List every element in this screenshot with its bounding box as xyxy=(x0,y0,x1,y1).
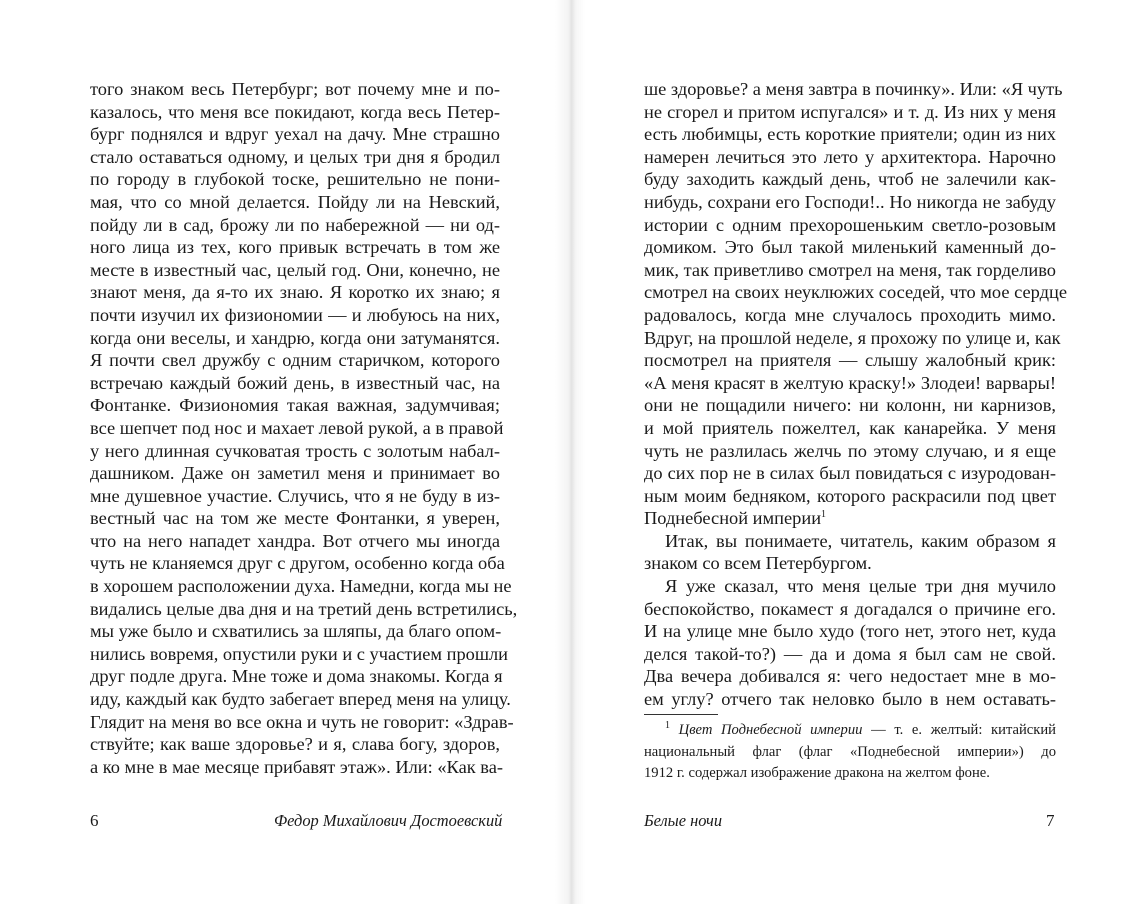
text-line: смотрел на своих неуклюжих соседей, что мое сердце xyxy=(644,282,1067,303)
text-line: и мой приятель пожелтел, как канарейка. У меня xyxy=(644,417,1056,438)
text-line: а ко мне в мае месяце прибавят этаж». Или: «Как ва- xyxy=(90,756,503,777)
footnote-line1-rest: — т. е. желтый: китайский xyxy=(862,722,1056,738)
text-line: встречаю каждый божий день, в известный час, на xyxy=(90,372,500,393)
left-page-body xyxy=(90,78,518,778)
text-line: стало оставаться одному, и целых три дня я бродил xyxy=(90,146,500,167)
footnote-ref-mark[interactable]: 1 xyxy=(821,509,827,521)
text-line: чуть не разлилась желчь по этому случаю, и я еще xyxy=(644,440,1056,461)
text-line: в хорошем расположении духа. Намедни, когда мы не xyxy=(90,576,512,597)
book-gutter xyxy=(555,0,585,904)
text-line: мая, что со мной делается. Пойду ли на Невский, xyxy=(90,191,500,212)
text-line: есть любимцы, есть короткие приятели; один из них xyxy=(644,124,1056,145)
footnote-line xyxy=(644,720,1056,742)
text-line: истории с одним прехорошеньким светло-розовым xyxy=(644,214,1056,235)
text-line: ем углу? отчего так неловко было в нем оставать- xyxy=(644,689,1056,710)
footnote-mark: 1 xyxy=(665,720,670,732)
text-line: Вдруг, на прошлой неделе, я прохожу по улице и, как xyxy=(644,327,1061,348)
left-page-number: 6 xyxy=(90,811,99,830)
text-line: «А меня красят в желтую краску!» Злодеи! варвары! xyxy=(644,372,1056,393)
text-line: радовалось, когда мне случалось проходить мимо. xyxy=(644,304,1056,325)
text-line: Два вечера добивался я: чего недостает мне в мо- xyxy=(644,666,1056,687)
text-line: по городу в глубокой тоске, решительно не пони- xyxy=(90,169,500,190)
right-page-body xyxy=(644,78,1067,781)
text-line: мик, так приветливо смотрел на меня, так горделиво xyxy=(644,259,1056,280)
text-line: видались целые два дня и на третий день встретились, xyxy=(90,598,518,619)
text-line: ного лица из тех, кого привык встречать в том же xyxy=(90,237,500,258)
text-line: Глядит на меня во все окна и чуть не говорит: «Здрав- xyxy=(90,711,514,732)
footnote-line: национальный флаг (флаг «Поднебесной империи») до xyxy=(644,743,1056,760)
footnote-line: 1912 г. содержал изображение дракона на желтом фоне. xyxy=(644,765,990,781)
right-page-text xyxy=(644,78,1067,711)
text-line: Фонтанке. Физиономия такая важная, задумчивая; xyxy=(90,395,500,416)
text-line: вестный час на том же месте Фонтанки, я уверен, xyxy=(90,508,500,529)
text-line: пойду ли в сад, брожу ли по набережной — ни од- xyxy=(90,214,500,235)
right-page-number: 7 xyxy=(1046,811,1055,830)
text-line: почти изучил их физиономии — и любуюсь на них, xyxy=(90,304,500,325)
text-line: беспокойство, покамест я догадался о причине его. xyxy=(644,598,1056,619)
text-line: не сгорел и притом испугался» и т. д. Из них у меня xyxy=(644,101,1056,122)
text-line: когда они веселы, и хандрю, когда они затуманятся. xyxy=(90,327,500,348)
text-line: домиком. Это был такой миленький каменный до- xyxy=(644,237,1056,258)
text-line: дашником. Даже он заметил меня и принимает во xyxy=(90,463,500,484)
text-line xyxy=(644,507,1056,530)
text-line: нибудь, сохрани его Господи!.. Но никогда не забуду xyxy=(644,191,1056,212)
footnote-term: Цвет Поднебесной империи xyxy=(678,722,863,738)
text-line: Я почти свел дружбу с одним старичком, которого xyxy=(90,350,500,371)
text-line: мы уже было и схватились за шляпы, да благо опом- xyxy=(90,621,502,642)
text-line: друг подле друга. Мне тоже и дома знакомы. Когда я xyxy=(90,666,503,687)
footnote-rule xyxy=(644,714,718,715)
text-line: знают меня, да я-то их знаю. Я коротко их знаю; я xyxy=(90,282,500,303)
text-line: иду, каждый как будто забегает вперед меня на улицу. xyxy=(90,689,511,710)
text-line: бург поднялся и вдруг уехал на дачу. Мне страшно xyxy=(90,124,500,145)
text-line: намерен лечиться это лето у архитектора. Нарочно xyxy=(644,146,1056,167)
text-line: Итак, вы понимаете, читатель, каким образом я xyxy=(665,530,1056,551)
text-line: посмотрел на приятеля — слышу жалобный крик: xyxy=(644,350,1056,371)
text-line: что на него нападет хандра. Вот отчего мы иногда xyxy=(90,530,500,551)
text-line: того знаком весь Петербург; вот почему мне и по- xyxy=(90,79,500,99)
text-line: делся такой-то?) — да и дома я был сам не свой. xyxy=(644,643,1056,664)
text-line: чуть не кланяемся друг с другом, особенно когда оба xyxy=(90,553,505,574)
text-line: мне душевное участие. Случись, что я не буду в из- xyxy=(90,485,500,506)
text-line: ше здоровье? а меня завтра в починку». Или: «Я чуть xyxy=(644,79,1063,99)
text-line: все шепчет под нос и махает левой рукой, а в правой xyxy=(90,417,504,438)
footnote-ref-text: Поднебесной империи xyxy=(644,508,822,529)
text-line: у него длинная сучковатая трость с золотым набал- xyxy=(90,440,500,461)
text-line: месте в известный час, целый год. Они, конечно, не xyxy=(90,259,500,280)
text-line: до сих пор не в силах был повидаться с изуродован- xyxy=(644,463,1056,484)
text-line: ствуйте; как ваше здоровье? и я, слава богу, здоров, xyxy=(90,734,500,755)
text-line: они не пощадили ничего: ни колонн, ни карнизов, xyxy=(644,395,1056,416)
text-line: ным моим бедняком, которого раскрасили под цвет xyxy=(644,485,1056,506)
text-line: знаком со всем Петербургом. xyxy=(644,553,872,574)
text-line: казалось, что меня все покидают, когда весь Петер- xyxy=(90,101,500,122)
text-line: И на улице мне было худо (того нет, этого нет, куда xyxy=(644,621,1056,642)
text-line: буду заходить каждый день, чтоб не залечили как- xyxy=(644,169,1056,190)
footnote xyxy=(644,720,1056,785)
right-running-head: Белые ночи xyxy=(644,811,723,830)
text-line: Я уже сказал, что меня целые три дня мучило xyxy=(665,576,1056,597)
left-running-head: Федор Михайлович Достоевский xyxy=(274,811,503,830)
text-line: нились вовремя, опустили руки и с участием прошли xyxy=(90,643,509,664)
